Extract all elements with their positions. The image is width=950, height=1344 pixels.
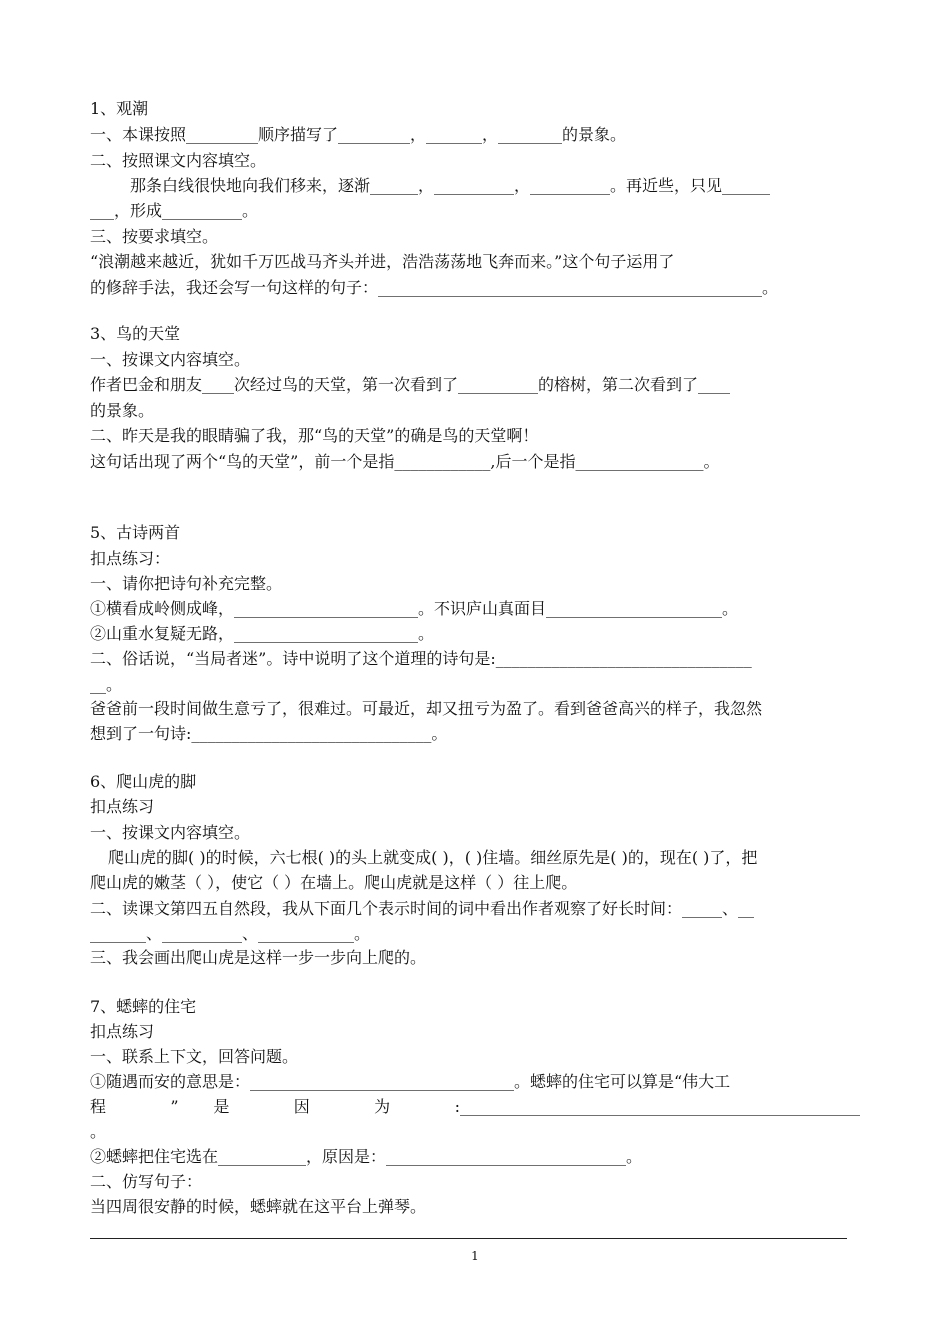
text-line: 二、读课文第四五自然段，我从下面几个表示时间的词中看出作者观察了好长时间：_____、__	[90, 899, 755, 918]
section-title: 5、古诗两首	[90, 523, 181, 542]
text-line: _______、__________、____________。	[90, 924, 371, 943]
text-line: 想到了一句诗:______________________________。	[90, 724, 448, 743]
text-line: 作者巴金和朋友____次经过鸟的天堂，第一次看到了__________的榕树，第二次看到了____	[90, 375, 731, 394]
footer-divider	[90, 1238, 847, 1239]
text-line: __。	[90, 675, 123, 694]
text-line: 那条白线很快地向我们移来，逐渐______，__________，__________。再近些，只见______	[130, 176, 771, 195]
page-number: 1	[471, 1249, 479, 1263]
text-line: 三、我会画出爬山虎是这样一步一步向上爬的。	[90, 948, 427, 967]
text-line: 二、昨天是我的眼睛骗了我，那“鸟的天堂”的确是鸟的天堂啊！	[90, 426, 539, 445]
text-line: 爬山虎的嫩茎（ ），使它（ ）在墙上。爬山虎就是这样（ ）往上爬。	[90, 873, 578, 892]
section-title: 7、蟋蟀的住宅	[90, 997, 197, 1016]
section-title: 6、爬山虎的脚	[90, 772, 197, 791]
text-line: 扣点练习	[90, 797, 155, 816]
text-line: 爸爸前一段时间做生意亏了，很难过。可最近，却又扭亏为盈了。看到爸爸高兴的样子，我忽然	[90, 699, 763, 718]
section-title: 3、鸟的天堂	[90, 324, 181, 343]
text-line: 这句话出现了两个“鸟的天堂”，前一个是指____________,后一个是指________________。	[90, 452, 720, 471]
text-line: 三、按要求填空。	[90, 227, 219, 246]
text-line: 一、联系上下文，回答问题。	[90, 1047, 299, 1066]
text-line: 扣点练习	[90, 1022, 155, 1041]
text-line: ①横看成岭侧成峰，_______________________。不识庐山真面目______________________。	[90, 599, 739, 618]
text-line: 二、俗话说，“当局者迷”。诗中说明了这个道理的诗句是:________________________________	[90, 649, 752, 668]
text-line: 一、按课文内容填空。	[90, 350, 251, 369]
text-line: 一、按课文内容填空。	[90, 823, 251, 842]
text-line: 的修辞手法，我还会写一句这样的句子：________________________________________________。	[90, 278, 779, 297]
text-line: 二、仿写句子：	[90, 1172, 203, 1191]
text-line: 当四周很安静的时候，蟋蟀就在这平台上弹琴。	[90, 1197, 427, 1216]
text-line: ②蟋蟀把住宅选在___________，原因是：______________________________。	[90, 1147, 643, 1166]
text-line: “浪潮越来越近，犹如千万匹战马齐头并进，浩浩荡荡地飞奔而来。”这个句子运用了	[90, 252, 675, 271]
section-title: 1、观潮	[90, 99, 149, 118]
text-line: 扣点练习：	[90, 549, 171, 568]
text-line: ___，形成__________。	[90, 201, 259, 220]
text-line: 的景象。	[90, 401, 155, 420]
text-line: 爬山虎的脚( )的时候，六七根( )的头上就变成( )，( )住墙。细丝原先是( )的，现在( )了，把	[108, 848, 758, 867]
text-line: ②山重水复疑无路，_______________________。	[90, 624, 435, 643]
text-line: 程 ” 是 因 为 :__________________________________________________	[90, 1097, 860, 1116]
text-line: 二、按照课文内容填空。	[90, 151, 267, 170]
text-line: 一、请你把诗句补充完整。	[90, 574, 283, 593]
text-line: ①随遇而安的意思是：_________________________________。蟋蟀的住宅可以算是“伟大工	[90, 1072, 731, 1091]
text-line: 一、本课按照_________顺序描写了_________，_______，________的景象。	[90, 125, 627, 144]
text-line: 。	[90, 1122, 107, 1141]
